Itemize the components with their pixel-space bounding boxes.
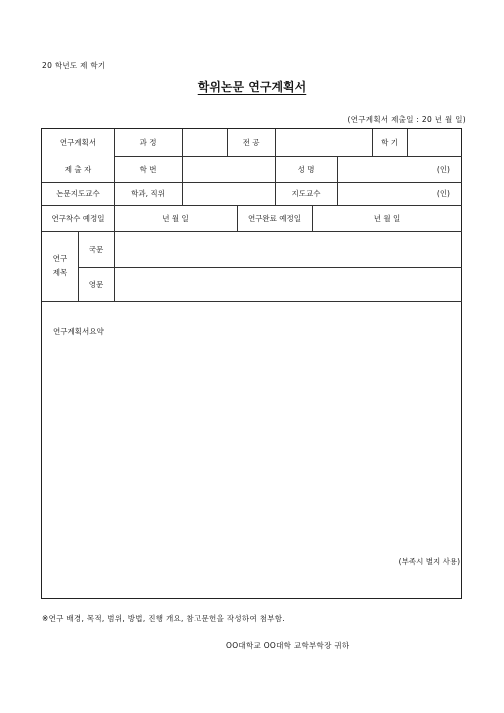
- name-label: 성 명: [297, 164, 315, 174]
- semester-label: 학 기: [381, 138, 398, 147]
- student-id-label: 학 번: [139, 164, 157, 174]
- major-label: 전 공: [242, 138, 260, 147]
- seal-mark: (인): [436, 189, 450, 198]
- korean-title-field[interactable]: [114, 231, 462, 267]
- advisor-label: 논문지도교수: [56, 189, 100, 198]
- course-label: 과 정: [139, 138, 157, 147]
- korean-label: 국문: [88, 244, 104, 254]
- addressee: OO대학교 OO대학 교학부학장 귀하: [226, 641, 350, 650]
- semester-line: 20 학년도 제 학기: [42, 61, 106, 70]
- dept-position-label: 학과, 직위: [131, 189, 165, 198]
- end-date-field[interactable]: 년 월 일: [373, 213, 401, 223]
- start-date-label: 연구착수 예정일: [51, 213, 105, 223]
- page-title: 학위논문 연구계획서: [197, 80, 307, 94]
- semester-field[interactable]: [407, 129, 462, 156]
- research-title-label: 제목: [52, 267, 68, 277]
- footer-note: ※연구 배경, 목적, 범위, 방법, 진행 개요, 참고문헌을 작성하여 첨부함.: [42, 614, 286, 623]
- student-id-field[interactable]: [182, 156, 275, 182]
- start-date-field[interactable]: 년 월 일: [162, 213, 189, 223]
- english-label: 영문: [88, 279, 104, 289]
- attachment-note: (부족시 별지 사용): [398, 556, 460, 566]
- dept-position-field[interactable]: [182, 182, 275, 205]
- advisor-sign-label: 지도교수: [291, 189, 321, 198]
- research-title-label: 연구: [52, 253, 68, 263]
- end-date-label: 연구완료 예정일: [247, 213, 302, 223]
- seal-mark: (인): [436, 164, 450, 174]
- english-title-field[interactable]: [114, 267, 462, 301]
- submit-date: (연구계획서 제출일 : 20 년 월 일): [347, 115, 466, 124]
- submitter-label: 제 출 자: [64, 164, 92, 174]
- summary-label: 연구계획서요약: [53, 326, 104, 336]
- submitter-label: 연구계획서: [59, 138, 97, 147]
- course-field[interactable]: [182, 129, 227, 156]
- application-form: [41, 128, 462, 599]
- major-field[interactable]: [275, 129, 372, 156]
